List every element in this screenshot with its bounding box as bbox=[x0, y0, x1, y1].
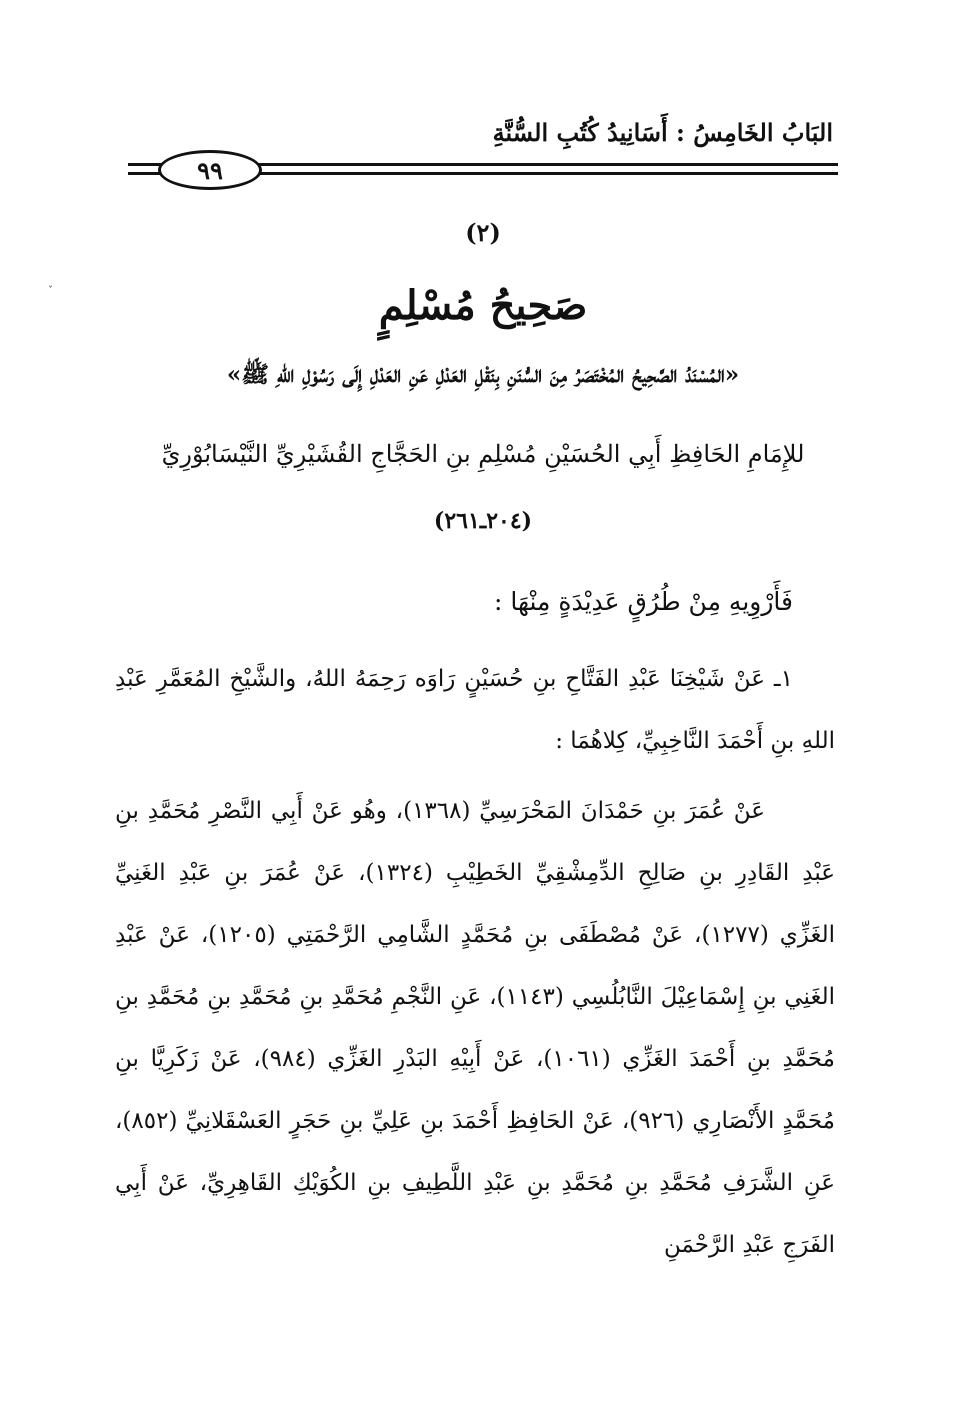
author-line: للإِمَامِ الحَافِظِ أَبِي الحُسَيْنِ مُسْلِمِ بنِ الحَجَّاجِ القُشَيْرِيِّ النَّيْسَابُوْرِيِّ bbox=[161, 440, 805, 468]
book-full-title: «المُسْنَدُ الصَّحِيحُ المُخْتَصَرُ مِنَ السُّنَنِ بِنَقْلِ العَدْلِ عَنِ العَدْلِ إِلَى رَسُوْلِ اللهِ ﷺ» bbox=[226, 361, 740, 388]
intro-line: فَأَرْوِيهِ مِنْ طُرُقٍ عَدِيْدَةٍ مِنْهَا : bbox=[493, 587, 793, 616]
page-number: ٩٩ bbox=[158, 150, 262, 190]
margin-mark: ˇ bbox=[48, 286, 53, 297]
header-rule bbox=[128, 150, 838, 190]
book-title: صَحِيحُ مُسْلِمٍ bbox=[378, 282, 588, 329]
paragraph-chain-2: عَنْ عُمَرَ بنِ حَمْدَانَ المَحْرَسِيِّ (١٣٦٨)، وهُو عَنْ أَبِي النَّصْرِ مُحَمَّدِ بنِ عَبْدِ القَادِرِ بنِ صَالِحِ الدِّمِشْقِيِّ الخَطِيْبِ (١٣٢٤)، عَنْ عُمَرَ بنِ عَبْدِ الغَنِيِّ الغَزِّي (١٢٧٧)، عَنْ مُصْطَفَى بنِ مُحَمَّدٍ الشَّامِي الرَّحْمَتِي (١٢٠٥)، عَنْ عَبْدِ الغَنِي بنِ إِسْمَاعِيْلَ النَّابُلُسِي (١١٤٣)، عَنِ النَّجْمِ مُحَمَّدِ بنِ مُحَمَّدِ بنِ مُحَمَّدِ بنِ مُحَمَّدِ بنِ أَحْمَدَ الغَزِّي (١٠٦١)، عَنْ أَبِيْهِ البَدْرِ الغَزِّي (٩٨٤)، عَنْ زَكَرِيَّا بنِ مُحَمَّدٍ الأَنْصَارِي (٩٢٦)، عَنْ الحَافِظِ أَحْمَدَ بنِ عَلِيِّ بنِ حَجَرٍ العَسْقَلانِيِّ (٨٥٢)، عَنِ الشَّرَفِ مُحَمَّدِ بنِ مُحَمَّدِ بنِ عَبْدِ اللَّطِيفِ بنِ الكُوَيْكِ القَاهِرِيِّ، عَنْ أَبِي الفَرَجِ عَبْدِ الرَّحْمَنِ bbox=[115, 798, 835, 1258]
running-header: البَابُ الخَامِسُ : أَسَانِيدُ كُتُبِ السُّنَّةِ bbox=[492, 118, 833, 147]
author-dates: (٢٠٤ـ٢٦١) bbox=[433, 508, 533, 534]
section-number: (٢) bbox=[465, 218, 501, 247]
paragraph-chain-1: ١ـ عَنْ شَيْخِنَا عَبْدِ الفَتَّاحِ بنِ حُسَيْنٍ رَاوَه رَحِمَهُ اللهُ، والشَّيْخِ المُعَمَّرِ عَبْدِ اللهِ بنِ أَحْمَدَ النَّاخِبِيِّ، كِلاهُمَا : bbox=[115, 666, 835, 754]
